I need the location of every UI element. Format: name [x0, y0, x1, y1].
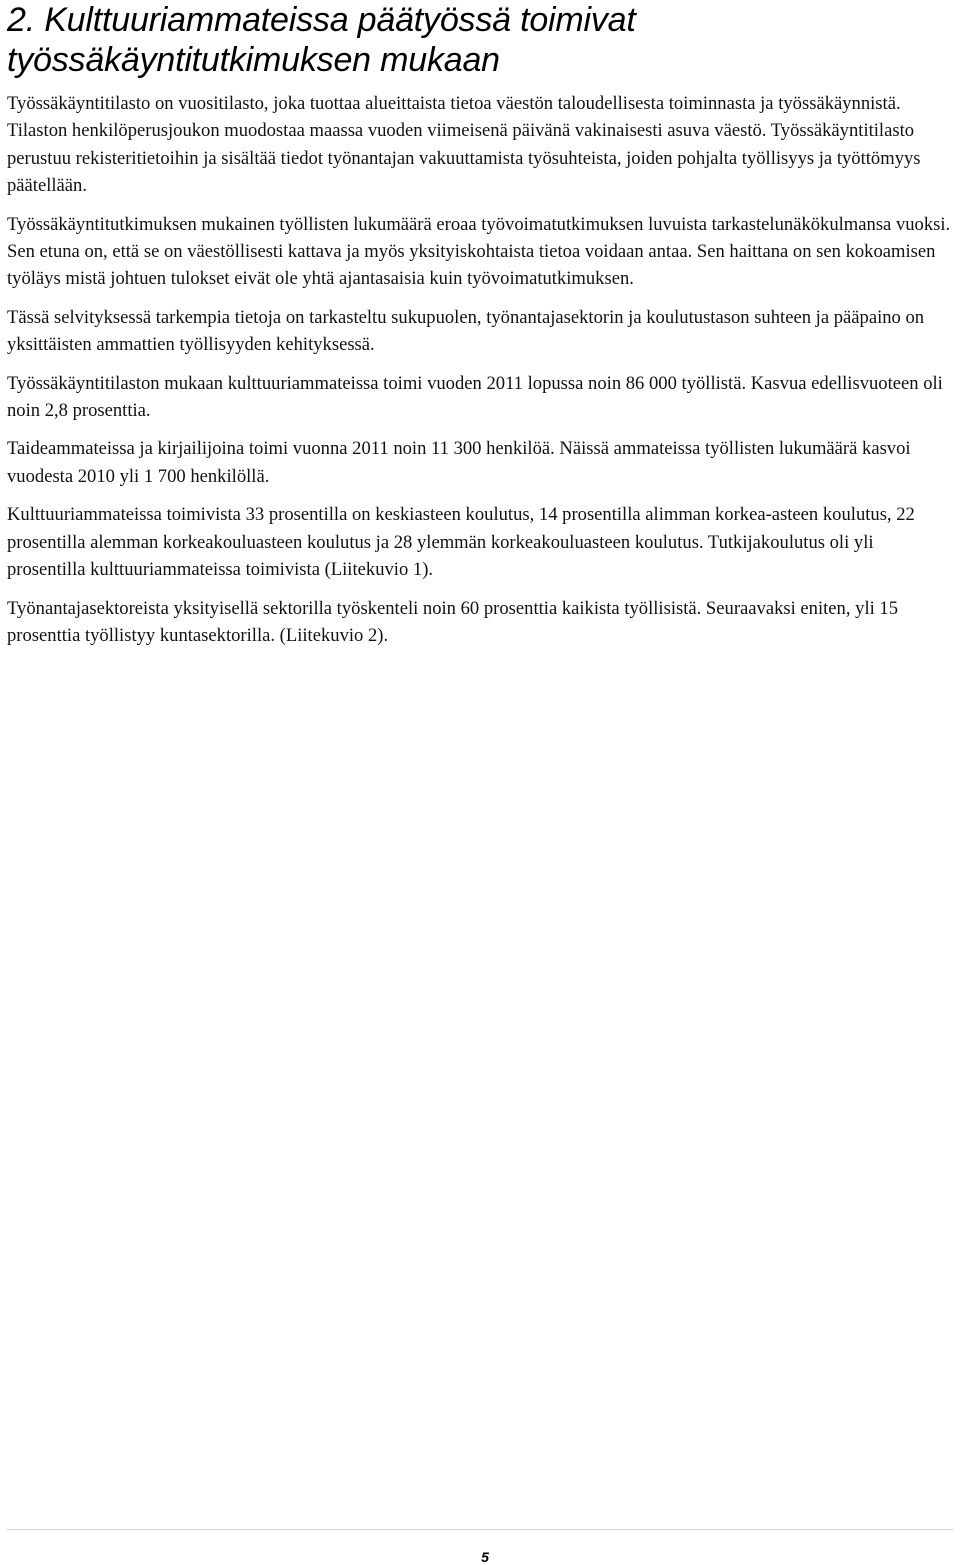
section-heading — [7, 0, 955, 80]
section-heading-line-2: työssäkäyntitutkimuksen mukaan — [7, 41, 500, 79]
paragraph-total-employed: Työssäkäyntitilaston mukaan kulttuuriammateissa toimi vuoden 2011 lopussa noin 86 000 työllistä. Kasvua edellisvuoteen oli noin 2,8 prosenttia. — [7, 372, 943, 422]
body-text — [7, 90, 955, 649]
paragraph-education: Kulttuuriammateissa toimivista 33 prosentilla on keskiasteen koulutus, 14 prosentilla alimman korkea-asteen koulutus, 22 prosentilla alemman korkeakouluasteen koulutus ja 28 ylemmän korkeakouluasteen koulutus. Tutkijakoulutus oli yli prosentilla kulttuuriammateissa toimivista (Liitekuvio 1). — [7, 504, 915, 581]
paragraph-comparison: Työssäkäyntitutkimuksen mukainen työllisten lukumäärä eroaa työvoimatutkimuksen luvuista tarkastelunäkökulmansa vuoksi. Sen etuna on, että se on väestöllisesti kattava ja myös yksityiskohtaista tietoa voidaan antaa. Sen haittana on sen kokoamisen työläys mistä johtuen tulokset eivät ole yhtä ajantasaisia kuin työvoimatutkimuksen. — [7, 213, 951, 290]
section-heading-line-1: 2. Kulttuuriammateissa päätyössä toimivat — [7, 1, 636, 39]
paragraph-employer-sectors: Työnantajasektoreista yksityisellä sektorilla työskenteli noin 60 prosenttia kaikista työllisistä. Seuraavaksi eniten, yli 15 prosenttia työllistyy kuntasektorilla. (Liitekuvio 2). — [7, 597, 899, 646]
page-number: 5 — [481, 1549, 489, 1565]
document-page — [7, 0, 955, 660]
paragraph-scope: Tässä selvityksessä tarkempia tietoja on tarkasteltu sukupuolen, työnantajasektorin ja koulutustason suhteen ja pääpaino on yksittäisten ammattien työllisyyden kehityksessä. — [7, 306, 925, 356]
paragraph-arts-professions: Taideammateissa ja kirjailijoina toimi vuonna 2011 noin 11 300 henkilöä. Näissä ammateissa työllisten lukumäärä kasvoi vuodesta 2010 yli 1 700 henkilöllä. — [7, 438, 911, 487]
footer-divider — [7, 1529, 953, 1530]
paragraph-statistics-intro: Työssäkäyntitilasto on vuositilasto, joka tuottaa alueittaista tietoa väestön taloudellisesta toiminnasta ja työssäkäynnistä. Tilaston henkilöperusjoukon muodostaa maassa vuoden viimeisenä päivänä vakinaisesti asuva väestö. Työssäkäyntitilasto perustuu rekisteritietoihin ja sisältää tiedot työnantajan vakuuttamista työsuhteista, joiden pohjalta työllisyys ja työttömyys päätellään. — [7, 93, 921, 197]
